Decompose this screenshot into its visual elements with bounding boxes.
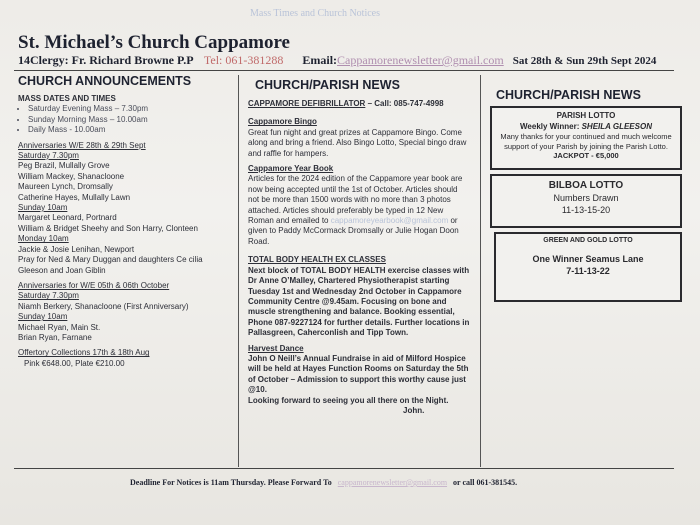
list-item: Gleeson and Joan Giblin (18, 265, 106, 275)
total-body-health-heading: TOTAL BODY HEALTH EX CLASSES (248, 255, 386, 265)
bilboa-lotto-title: BILBOA LOTTO (548, 180, 624, 191)
offertory-amounts: Pink €648.00, Plate €210.00 (24, 358, 125, 368)
list-item: Michael Ryan, Main St. (18, 322, 101, 332)
saturday-label: Saturday 7.30pm (18, 151, 79, 161)
list-item: William Mackey, Shanacloone (18, 171, 125, 181)
list-item: Catherine Hayes, Mullally Lawn (18, 192, 131, 202)
email-link[interactable]: Cappamorenewsletter@gmail.com (337, 53, 504, 67)
footer-email-link[interactable]: cappamorenewsletter@gmail.com (337, 478, 448, 487)
offertory-heading: Offertory Collections 17th & 18th Aug (18, 348, 150, 358)
list-item: Margaret Leonard, Portnard (18, 213, 117, 223)
faded-header-text: Mass Times and Church Notices (250, 8, 380, 19)
contact-line (18, 53, 656, 68)
list-item: Niamh Berkery, Shanacloone (First Anniversary) (18, 301, 189, 311)
sunday-label-2: Sunday 10am (18, 312, 68, 322)
column-divider-right (480, 75, 481, 467)
green-gold-lotto-title: GREEN AND GOLD LOTTO (543, 237, 633, 244)
footer-deadline (130, 478, 517, 487)
green-gold-winner: One Winner Seamus Lane (532, 254, 644, 264)
bilboa-numbers-drawn-label: Numbers Drawn (553, 193, 619, 203)
weekly-winner-name: SHEILA GLEESON (581, 122, 652, 131)
list-item: Brian Ryan, Farnane (18, 332, 92, 342)
email-block (302, 53, 503, 67)
list-item: • Daily Mass - 10.00am (28, 125, 233, 135)
harvest-dance-signature: John. (403, 405, 425, 415)
telephone: Tel: 061-381288 (203, 53, 284, 67)
list-item: Jackie & Josie Lenihan, Newport (18, 244, 135, 254)
harvest-dance-closing: Looking forward to seeing you all there on the Night. (248, 395, 449, 405)
parish-lotto-title: PARISH LOTTO (556, 111, 616, 120)
mass-times-list (18, 104, 233, 135)
green-gold-lotto-box (494, 232, 682, 302)
footer-text-2: or call 061-381545. (453, 478, 518, 487)
monday-label: Monday 10am (18, 234, 69, 244)
lotto-thanks-text: Many thanks for your continued and much welcome support of your Parish by joining the Parish Lotto. (500, 132, 672, 151)
list-item: Maureen Lynch, Dromsally (18, 182, 113, 192)
clergy-name: 14Clergy: Fr. Richard Browne P.P (18, 53, 193, 67)
mass-times-heading: MASS DATES AND TIMES (18, 94, 116, 103)
footer-text-1: Deadline For Notices is 11am Thursday. Please Forward To (130, 478, 332, 487)
email-label: Email: (302, 53, 338, 67)
green-gold-numbers: 7-11-13-22 (566, 266, 610, 276)
yearbook-text-part-2: or given to Paddy McCormack Dromsally or Julie Hogan Doon Road. (248, 216, 459, 246)
yearbook-heading: Cappamore Year Book (248, 164, 334, 174)
bilboa-lotto-box (490, 174, 682, 228)
saturday-label-2: Saturday 7.30pm (18, 291, 79, 301)
yearbook-text (248, 174, 470, 247)
defibrillator-phone: – Call: 085-747-4998 (365, 99, 444, 108)
jackpot-amount: JACKPOT - €5,000 (553, 151, 619, 160)
harvest-dance-heading: Harvest Dance (248, 343, 304, 353)
list-item: Pray for Ned & Mary Duggan and daughters Ce cilia (18, 255, 203, 265)
newsletter-dates: Sat 28th & Sun 29th Sept 2024 (512, 55, 657, 67)
church-announcements-heading: CHURCH ANNOUNCEMENTS (18, 74, 192, 88)
bingo-text: Great fun night and great prizes at Cappamore Bingo. Come along and bring a friend. Also Bingo Lotto, Special bingo draw and raffle for hampers. (248, 127, 467, 158)
parish-lotto-box (490, 106, 682, 170)
anniversaries-heading-2: Anniversaries for W/E 05th & 06th October (18, 280, 170, 290)
yearbook-text-part-1: Articles for the 2024 edition of the Cappamore year book are now being accepted until the 1st of October. Articles should not be more than 1500 words with no more than 3 photos attached. Articles should preferably be typed in 12 New Roman and emailed to (248, 174, 463, 226)
harvest-dance-text: John O Neill’s Annual Fundraise in aid of Milford Hospice will be held at Hayes Function Rooms on Saturday the 5th of October – Admission to support this worthy cause just @10. (248, 353, 469, 395)
parish-news-heading-middle: CHURCH/PARISH NEWS (255, 78, 400, 92)
anniversaries-heading-1: Anniversaries W/E 28th & 29th Sept (18, 140, 146, 150)
weekly-winner-label: Weekly Winner: (520, 122, 582, 131)
defibrillator-label: CAPPAMORE DEFIBRILLATOR (248, 99, 366, 108)
bilboa-numbers: 11-13-15-20 (561, 205, 611, 215)
parish-news-heading-right: CHURCH/PARISH NEWS (496, 88, 641, 102)
page-title: St. Michael’s Church Cappamore (18, 32, 290, 53)
bingo-heading: Cappamore Bingo (248, 117, 317, 127)
announcements-column (18, 94, 233, 369)
total-body-health-text: Next block of TOTAL BODY HEALTH exercise classes with Dr Anne O’Malley, Chartered Physiotherapist starting Tuesday 1st and Wednesday 2nd October in Cappamore Community Centre @9.45am. Focusing on bone and muscle strengthening and balance. Booking essential, Phone 087-9227124 for further details. Further locations in Pallasgreen, Caherconlish and Tipp Town. (248, 265, 470, 338)
list-item: Peg Brazil, Mullally Grove (18, 161, 110, 171)
yearbook-email-link[interactable]: cappamoreyearbook@gmail.com (330, 216, 449, 226)
list-item: • Saturday Evening Mass – 7.30pm (28, 104, 233, 114)
parish-news-column (248, 99, 470, 416)
column-divider-left (238, 75, 239, 467)
list-item: • Sunday Morning Mass – 10.00am (28, 115, 233, 125)
footer-divider (14, 468, 674, 469)
sunday-label: Sunday 10am (18, 203, 68, 213)
list-item: William & Bridget Sheehy and Son Harry, Clonteen (18, 223, 198, 233)
header-divider (14, 70, 674, 71)
